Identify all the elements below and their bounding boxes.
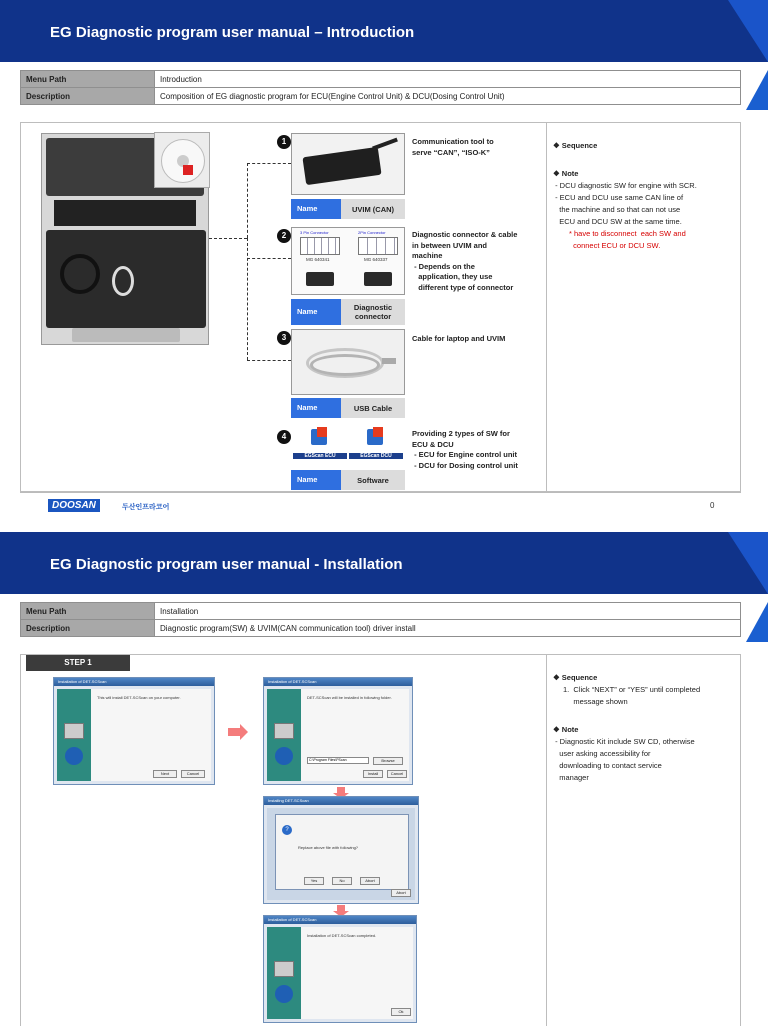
note-line: the machine and so that can not use <box>553 205 681 214</box>
case-white-cable <box>112 266 134 296</box>
slide-header <box>0 0 768 62</box>
item-4-description <box>412 429 518 471</box>
header-stripe <box>728 0 768 62</box>
item-2-desc-line: - Depends on the <box>412 261 475 271</box>
item-1-name-text: UVIM (CAN) <box>351 204 395 214</box>
note-line: - ECU and DCU use same CAN line of <box>553 193 684 202</box>
ecu-app-label: EGScan ECU <box>293 453 347 459</box>
menu-path-label: Menu Path <box>21 71 155 88</box>
item-1-desc-line: serve “CAN”, “ISO-K” <box>412 147 490 157</box>
dialog-body <box>57 689 211 781</box>
dialog-title: Installation of DET-SCScan <box>264 678 412 686</box>
warning-line: connect ECU or DCU SW. <box>569 241 661 250</box>
note-line: user asking accessibility for <box>553 749 651 758</box>
description-label: Description <box>21 620 155 637</box>
replace-prompt-box <box>275 814 409 890</box>
item-4-desc-line: ECU & DCU <box>412 439 454 449</box>
dcu-app-label: EGScan DCU <box>349 453 403 459</box>
item-4-name-label: Name <box>291 470 341 490</box>
item-2-name-text: connector <box>354 312 392 321</box>
install-dialog-folder <box>263 677 413 785</box>
note-line: downloading to contact service <box>553 761 662 770</box>
note-line: - DCU diagnostic SW for engine with SCR. <box>553 181 697 190</box>
ok-button[interactable]: Ok <box>391 1008 411 1016</box>
abort-button[interactable]: Abort <box>360 877 380 885</box>
usb-cable-image <box>291 329 405 395</box>
sequence-line: 1. Click “NEXT” or “YES” until completed <box>563 685 701 694</box>
installer-graphic <box>57 689 91 781</box>
installer-graphic <box>267 927 301 1019</box>
dcu-app-icon <box>367 429 383 445</box>
connector-line-1v <box>247 163 248 238</box>
meta-table <box>20 602 741 637</box>
corner-accent <box>746 70 768 110</box>
install-dialog-complete <box>263 915 417 1023</box>
note-heading: ❖ Note <box>553 725 579 734</box>
item-2-name-value <box>341 299 405 325</box>
install-dialog-replace <box>263 796 419 904</box>
abort-main-button[interactable]: Abort <box>391 889 411 897</box>
install-button[interactable]: Install <box>363 770 383 778</box>
dialog-body <box>267 808 415 900</box>
cancel-button[interactable]: Cancel <box>387 770 407 778</box>
case-cable <box>60 254 100 294</box>
connector-b-diagram <box>358 237 398 255</box>
description-label: Description <box>21 88 155 105</box>
browse-button[interactable]: Browse <box>373 757 403 765</box>
page-title: EG Diagnostic program user manual – Introduction <box>50 24 415 41</box>
connector-line-3v <box>247 238 248 360</box>
item-4-number: 4 <box>277 430 291 444</box>
connector-b-photo <box>364 272 392 286</box>
item-2-number: 2 <box>277 229 291 243</box>
install-dialog-welcome <box>53 677 215 785</box>
software-icons <box>291 427 405 467</box>
note-line: ECU and DCU SW at the same time. <box>553 217 682 226</box>
item-1-desc-line: Communication tool to <box>412 137 494 146</box>
item-1-number: 1 <box>277 135 291 149</box>
step-tab: STEP 1 <box>26 655 130 671</box>
description-value: Diagnostic program(SW) & UVIM(CAN communication tool) driver install <box>155 620 741 637</box>
arrow-right-head <box>240 724 248 740</box>
doosan-logo: DOOSAN <box>48 499 100 512</box>
connector-a-label: 3 Pin Connector <box>300 230 329 235</box>
dialog-title: Installation of DET-SCScan <box>54 678 214 686</box>
dialog-body <box>267 927 413 1019</box>
slide-installation <box>0 532 768 1024</box>
item-3-number: 3 <box>277 331 291 345</box>
case-handle <box>72 328 180 342</box>
sequence-heading: ❖ Sequence <box>553 673 598 682</box>
item-1-name-value <box>341 199 405 219</box>
item-2-desc-line: Diagnostic connector & cable <box>412 230 518 239</box>
item-3-description <box>412 334 505 345</box>
case-lid-pockets <box>54 200 196 226</box>
dialog-text: DET-SCScan will be installed in following folder. <box>307 695 392 700</box>
connector-line-1h <box>247 163 291 164</box>
dialog-title: Installing DET-SCScan <box>264 797 418 805</box>
menu-path-value: Installation <box>155 603 741 620</box>
menu-path-value: Introduction <box>155 71 741 88</box>
item-4-desc-line: - DCU for Dosing control unit <box>412 460 518 470</box>
panel-divider <box>546 123 547 491</box>
page-number: 0 <box>710 501 715 510</box>
dialog-text: This will install DET-SCScan on your computer. <box>97 695 181 700</box>
footer-rule <box>20 492 741 493</box>
item-3-desc-line: Cable for laptop and UVIM <box>412 334 506 343</box>
folder-path-field[interactable]: C:\Program Files\PScan <box>307 757 369 764</box>
item-1-name-label: Name <box>291 199 341 219</box>
part-a-label: MG 640341 <box>306 257 330 262</box>
item-4-name-value <box>341 470 405 490</box>
description-value: Composition of EG diagnostic program for ECU(Engine Control Unit) & DCU(Dosing Control Unit) <box>155 88 741 105</box>
connector-b-label: 2Pin Connector <box>358 230 386 235</box>
item-2-name-label: Name <box>291 299 341 325</box>
dialog-text: Replace above file with following? <box>298 845 359 850</box>
item-2-name-text: Diagnostic <box>353 303 393 312</box>
content-panel <box>20 122 741 492</box>
connector-a-photo <box>306 272 334 286</box>
sequence-heading: ❖ Sequence <box>553 141 598 150</box>
note-line: - Diagnostic Kit include SW CD, otherwise <box>553 737 695 746</box>
item-3-name-text: USB Cable <box>353 403 393 413</box>
connector-a-diagram <box>300 237 340 255</box>
cd-disc-image <box>154 132 210 188</box>
item-2-desc-line: machine <box>412 251 443 260</box>
dialog-title: Installation of DET-SCScan <box>264 916 416 924</box>
item-3-name-value <box>341 398 405 418</box>
ecu-app-icon <box>311 429 327 445</box>
panel-divider <box>546 655 547 1026</box>
yes-button[interactable]: Yes <box>304 877 324 885</box>
notes-section <box>553 140 738 252</box>
sequence-line: message shown <box>563 697 628 706</box>
page-title: EG Diagnostic program user manual - Installation <box>50 556 403 573</box>
connector-line-3h <box>247 360 291 361</box>
uvim-device-image <box>291 133 405 195</box>
item-4-desc-line: Providing 2 types of SW for <box>412 429 510 438</box>
dialog-body <box>267 689 409 781</box>
item-2-desc-line: different type of connector <box>412 282 514 292</box>
arrow-right-icon <box>228 728 240 736</box>
slide-header <box>0 532 768 594</box>
no-button[interactable]: No <box>332 877 352 885</box>
item-2-desc-line: in between UVIM and <box>412 240 488 250</box>
meta-table <box>20 70 741 105</box>
connector-line-1 <box>209 238 247 239</box>
header-stripe <box>728 532 768 594</box>
menu-path-label: Menu Path <box>21 603 155 620</box>
note-line: manager <box>553 773 589 782</box>
connector-line-2h <box>247 258 291 259</box>
dialog-text: Installation of DET-SCScan completed. <box>307 933 377 938</box>
diagnostic-connector-image <box>291 227 405 295</box>
footer-korean-brand: 두산인프라코어 <box>122 504 170 511</box>
notes-section <box>553 672 738 784</box>
item-2-desc-line: application, they use <box>412 272 493 281</box>
diagnostic-kit-case-image <box>41 133 209 345</box>
note-heading: ❖ Note <box>553 169 579 178</box>
content-panel <box>20 654 741 1026</box>
item-4-desc-line: - ECU for Engine control unit <box>412 450 517 459</box>
warning-line: * have to disconnect each SW and <box>569 229 686 238</box>
item-2-description <box>412 230 517 293</box>
part-b-label: MG 640337 <box>364 257 388 262</box>
next-button[interactable]: Next <box>153 770 177 778</box>
question-icon: ? <box>282 825 292 835</box>
cancel-button[interactable]: Cancel <box>181 770 205 778</box>
corner-accent <box>746 602 768 642</box>
item-3-name-label: Name <box>291 398 341 418</box>
item-1-description <box>412 137 494 158</box>
installer-graphic <box>267 689 301 781</box>
item-4-name-text: Software <box>357 475 389 485</box>
